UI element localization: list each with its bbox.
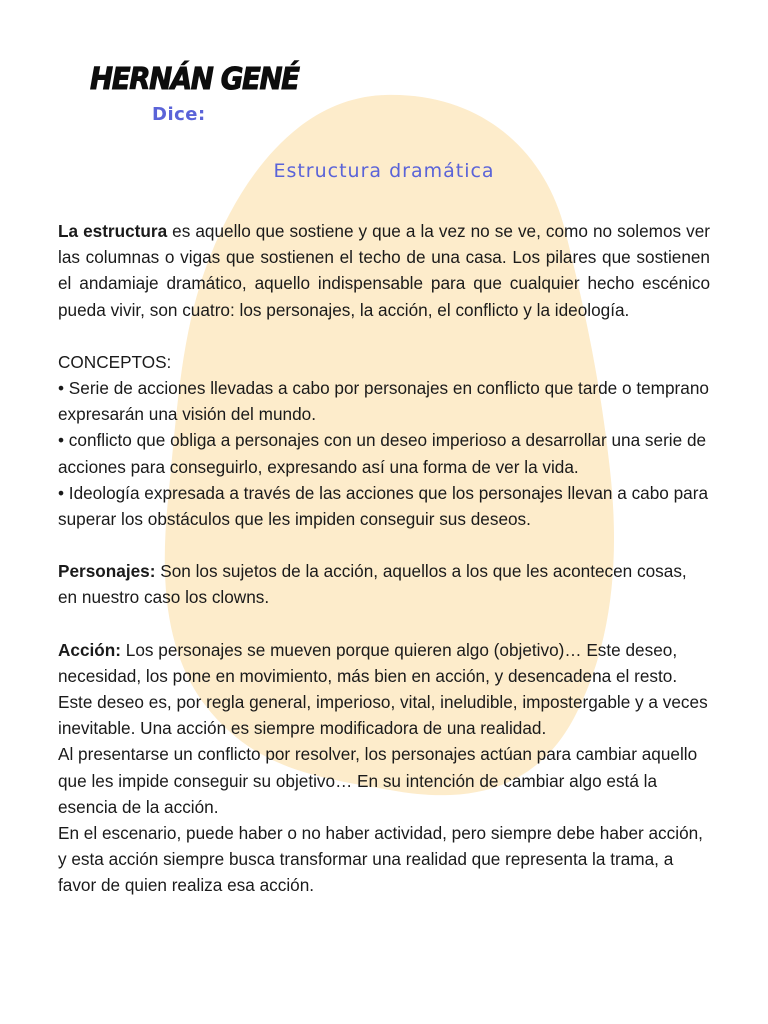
- accion-label: Acción:: [58, 639, 122, 660]
- concept-item: • conflicto que obliga a personajes con un deseo imperioso a desarrollar una serie de acciones para conseguirlo, expresando así una forma de ver la vida.: [58, 430, 707, 477]
- document-title: [0, 160, 768, 182]
- intro-lead: La estructura: [58, 221, 168, 241]
- accion-paragraph-2: Al presentarse un conflicto por resolver, los personajes actúan para cambiar aquello que les impide conseguir su objetivo… En su intención de cambiar algo está la esencia de la acción.: [58, 744, 698, 817]
- concepts-heading: CONCEPTOS:: [58, 351, 172, 372]
- author-says-label: Dice:: [152, 104, 206, 125]
- document-title-text: Estructura dramática: [273, 160, 495, 182]
- accion-text: Los personajes se mueven porque quieren algo (objetivo)… Este deseo, necesidad, los pone en movimiento, más bien en acción, y desencadena el resto. Este deseo es, por regla general, imperioso, vital, ineludible, impostergable y a veces inevitable. Una acción es siempre modificadora de una realidad.: [58, 639, 708, 739]
- personajes-text: Son los sujetos de la acción, aquellos a los que les acontecen cosas, en nuestro caso los clowns.: [58, 561, 687, 608]
- document-body: [58, 218, 710, 899]
- concept-item: • Ideología expresada a través de las acciones que los personajes llevan a cabo para superar los obstáculos que les impiden conseguir sus deseos.: [58, 482, 709, 530]
- accion-paragraph: [58, 637, 710, 742]
- concept-item: • Serie de acciones llevadas a cabo por personajes en conflicto que tarde o temprano expresarán una visión del mundo.: [58, 378, 709, 425]
- intro-paragraph: [58, 218, 710, 323]
- personajes-paragraph: [58, 558, 710, 610]
- intro-text: es aquello que sostiene y que a la vez no se ve, como no solemos ver las columnas o vigas que sostienen el techo de una casa. Los pilares que sostienen el andamiaje dramático, aquello indispensable para que cualquier hecho escénico pueda vivir, son cuatro: los personajes, la acción, el conflicto y la ideología.: [58, 221, 710, 320]
- personajes-label: Personajes:: [58, 561, 156, 582]
- author-name: HERNÁN GENÉ: [90, 62, 299, 97]
- accion-paragraph-3: En el escenario, puede haber o no haber actividad, pero siempre debe haber acción, y esta acción siempre busca transformar una realidad que representa la trama, a favor de quien realiza esa acción.: [58, 823, 703, 896]
